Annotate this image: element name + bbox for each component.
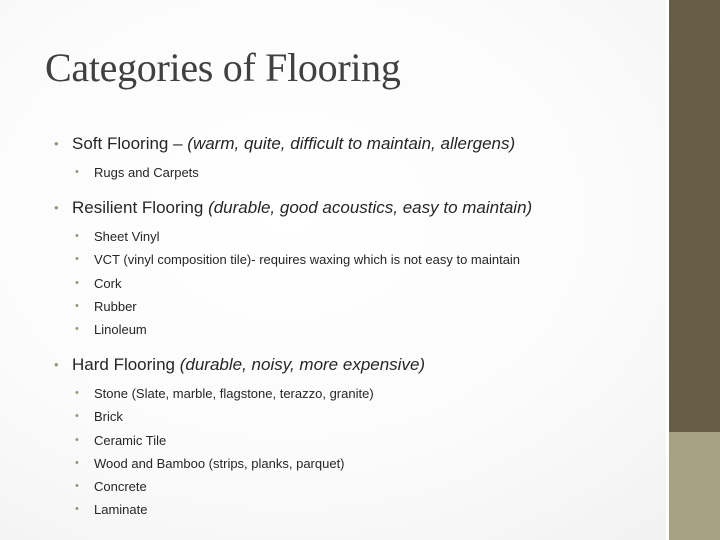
list-item [54,225,654,248]
bullet-icon: • [75,480,79,493]
list-item-text: Sheet Vinyl [94,229,160,245]
section-resilient-flooring [54,197,654,219]
bullet-icon: • [75,433,79,446]
list-item [54,161,654,184]
list-item-text: Concrete [94,479,147,495]
bullet-icon: • [75,253,79,266]
section-items [54,382,654,521]
section-hard-flooring [54,354,654,376]
sidebar-accent-block [669,432,720,540]
list-item [54,405,654,428]
bullet-icon: • [75,166,79,178]
list-item [54,272,654,295]
list-item [54,498,654,521]
section-description: (durable, good acoustics, easy to maintain) [208,198,533,218]
list-item [54,382,654,405]
bullet-icon: • [75,323,79,336]
list-item-text: Wood and Bamboo (strips, planks, parquet) [94,455,345,471]
list-item [54,295,654,318]
section-heading: Resilient Flooring [72,198,209,218]
bullet-icon: • [75,410,79,423]
list-item-text: Stone (Slate, marble, flagstone, terazzo, granite) [94,386,374,402]
list-item-text: Ceramic Tile [94,432,167,448]
section-heading: Hard Flooring [72,355,180,375]
slide-title: Categories of Flooring [45,45,401,90]
section-heading: Soft Flooring – [72,134,188,153]
bullet-icon: • [75,503,79,516]
bullet-icon: • [54,136,59,151]
bullet-icon: • [54,357,59,373]
list-item-text: Brick [94,409,123,425]
list-item [54,429,654,452]
bullet-icon: • [75,276,79,289]
bullet-icon: • [75,387,79,400]
bullet-icon: • [54,200,59,216]
bullet-icon: • [75,456,79,469]
list-item-text: Laminate [94,502,148,518]
list-item-text: Linoleum [94,322,147,338]
slide-content [54,133,654,534]
section-items [54,225,654,341]
bullet-icon: • [75,230,79,243]
section-soft-flooring [54,133,654,155]
list-item [54,475,654,498]
section-description: (durable, noisy, more expensive) [179,355,426,375]
bullet-icon: • [75,299,79,312]
list-item [54,318,654,341]
section-items [54,161,654,184]
list-item-text: Cork [94,275,122,291]
list-item [54,452,654,475]
list-item [54,248,654,271]
list-item-text: Rubber [94,298,137,314]
list-item-text: VCT (vinyl composition tile)- requires waxing which is not easy to maintain [94,252,521,268]
list-item-text: Rugs and Carpets [94,165,199,180]
section-description: (warm, quite, difficult to maintain, allergens) [187,134,516,153]
